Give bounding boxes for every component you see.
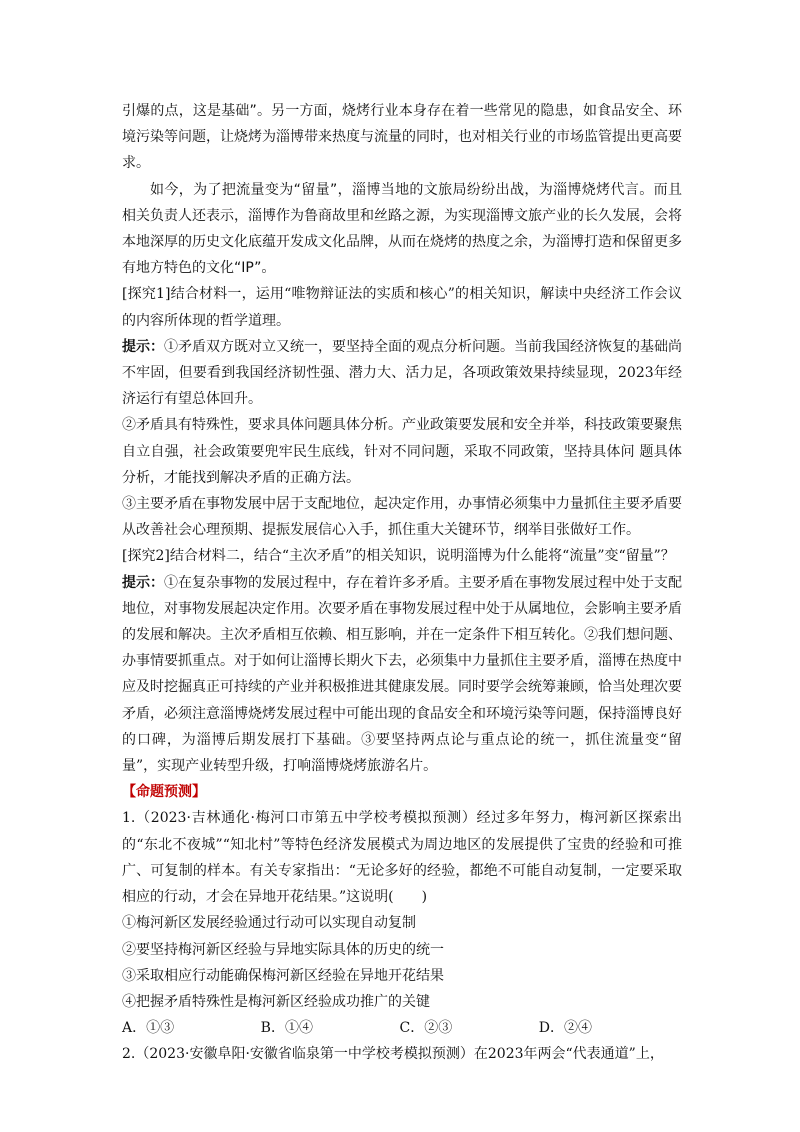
hint-label: 提示： — [122, 574, 164, 591]
question-1-text: （2023·吉林通化·梅河口市第五中学校考模拟预测）经过多年努力，梅河新区探索出的“东北不夜城”“知北村”等特色经济发展模式为周边地区的发展提供了宝贵的经验和可推广、可复制的样本。有关专家指出：“无论多好的经验，都绝不可能自动复制，一定要采取相应的行动，才会在异地开花结果。”这说明( ) — [122, 810, 682, 906]
material-paragraph-1: 引爆的点，这是基础”。另一方面，烧烤行业本身存在着一些常见的隐患，如食品安全、环境污染等问题，让烧烤为淄博带来热度与流量的同时，也对相关行业的市场监管提出更高要求。 — [122, 103, 682, 172]
explore2-question — [122, 543, 682, 569]
option-b[interactable]: B．①④ — [260, 1020, 313, 1037]
hint-label: 提示： — [122, 338, 164, 355]
explore2-hint — [122, 570, 682, 780]
statement-3: ③采取相应行动能确保梅河新区经验在异地开花结果 — [122, 967, 444, 984]
question-1-stem — [122, 805, 682, 910]
hint-text: ①矛盾双方既对立又统一，要坚持全面的观点分析问题。当前我国经济恢复的基础尚不牢固，但要看到我国经济韧性强、潜力大、活力足，各项政策效果持续显现，2023年经济运行有望总体回升。 — [122, 338, 682, 408]
explore1-question-text: 结合材料一，运用“唯物辩证法的实质和核心”的相关知识，解读中央经济工作会议的内容所体现的哲学道理。 — [122, 286, 682, 329]
question-2-stem — [122, 1041, 682, 1067]
hint-text: ①在复杂事物的发展过程中，存在着许多矛盾。主要矛盾在事物发展过程中处于支配地位，对事物发展起决定作用。次要矛盾在事物发展过程中处于从属地位，会影响主要矛盾的发展和解决。主次矛盾相互依赖、相互影响，并在一定条件下相互转化。②我们想问题、办事情要抓重点。对于如何让淄博长期火下去，必须集中力量抓住主要矛盾，淄博在热度中应及时挖掘真正可持续的产业并积极推进其健康发展。同时要学会统筹兼顾，恰当处理次要矛盾，必须注意淄博烧烤发展过程中可能出现的食品安全和环境污染等问题，保持淄博良好的口碑，为淄博后期发展打下基础。③要坚持两点论与重点论的统一，抓住流量变“留量”，实现产业转型升级，打响淄博烧烤旅游名片。 — [122, 574, 682, 775]
document-body — [122, 98, 682, 1068]
statement-1: ①梅河新区发展经验通过行动可以实现自动复制 — [122, 915, 416, 932]
explore2-tag: [探究2] — [122, 548, 170, 565]
material-paragraph-2: 如今，为了把流量变为“留量”，淄博当地的文旅局纷纷出战，为淄博烧烤代言。而且相关负责人还表示，淄博作为鲁商故里和丝路之源，为实现淄博文旅产业的长久发展，会将本地深厚的历史文化底蕴开发成文化品牌，从而在烧烤的热度之余，为淄博打造和保留更多有地方特色的文化“IP”。 — [122, 181, 682, 277]
explore1-hint-3: ③主要矛盾在事物发展中居于支配地位，起决定作用，办事情必须集中力量抓住主要矛盾要从改善社会心理预期、提振发展信心入手，抓住重大关键环节，纲举目张做好工作。 — [122, 496, 682, 539]
question-1-options — [122, 1015, 592, 1041]
option-c[interactable]: C．②③ — [399, 1020, 453, 1037]
option-a[interactable]: A．①③ — [122, 1020, 175, 1037]
explore2-question-text: 结合材料二，结合“主次矛盾”的相关知识，说明淄博为什么能将“流量”变“留量”？ — [169, 548, 675, 565]
explore1-hint-1 — [122, 334, 682, 413]
explore1-tag: [探究1] — [122, 286, 171, 303]
question-2-text: （2023·安徽阜阳·安徽省临泉第一中学校考模拟预测）在2023年两会“代表通道”上， — [135, 1046, 664, 1063]
statement-4: ④把握矛盾特殊性是梅河新区经验成功推广的关键 — [122, 993, 430, 1010]
option-d[interactable]: D．②④ — [538, 1020, 592, 1037]
section-title: 【命题预测】 — [122, 784, 206, 801]
question-2-number: 2. — [122, 1046, 136, 1063]
explore1-hint-2: ②矛盾具有特殊性，要求具体问题具体分析。产业政策要发展和安全并举，科技政策要聚焦自立自强，社会政策要兜牢民生底线，针对不同问题，采取不同政策，坚持具体问 题具体分析，才能找到解决矛盾的正确方法。 — [122, 417, 682, 486]
explore1-question — [122, 281, 682, 333]
statement-2: ②要坚持梅河新区经验与异地实际具体的历史的统一 — [122, 941, 444, 958]
question-1-number: 1. — [122, 810, 136, 827]
